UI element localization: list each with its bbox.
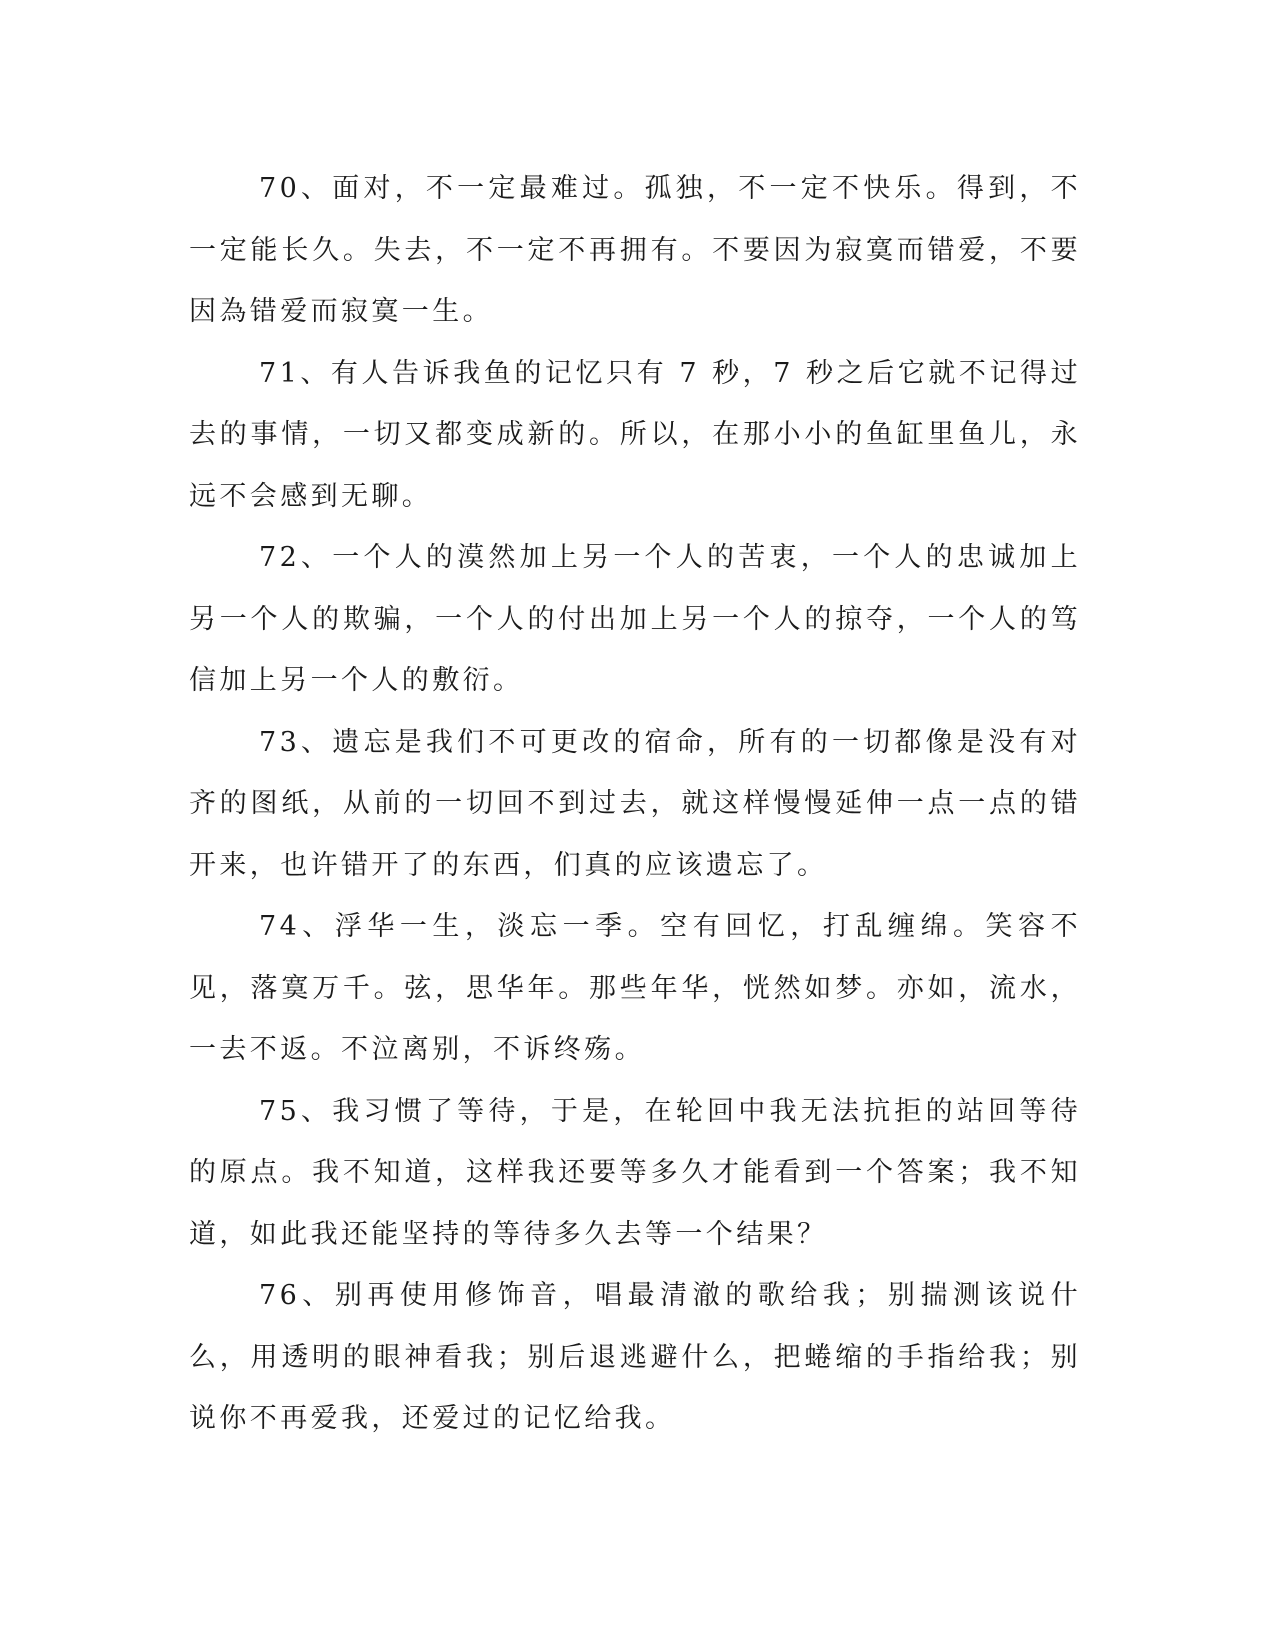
paragraph-72: 72、一个人的漠然加上另一个人的苦衷，一个人的忠诚加上另一个人的欺骗，一个人的付出加上另一个人的掠夺，一个人的笃信加上另一个人的敷衍。 (189, 542, 1081, 696)
paragraph-71: 71、有人告诉我鱼的记忆只有 7 秒，7 秒之后它就不记得过去的事情，一切又都变成新的。所以，在那小小的鱼缸里鱼儿，永远不会感到无聊。 (189, 357, 1081, 512)
document-body (189, 158, 1081, 1450)
paragraph-76: 76、别再使用修饰音，唱最清澈的歌给我；别揣测该说什么，用透明的眼神看我；别后退逃避什么，把蜷缩的手指给我；别说你不再爱我，还爱过的记忆给我。 (189, 1280, 1081, 1434)
paragraph-74: 74、浮华一生，淡忘一季。空有回忆，打乱缠绵。笑容不见，落寞万千。弦，思华年。那些年华，恍然如梦。亦如，流水，一去不返。不泣离别，不诉终殇。 (189, 911, 1081, 1065)
paragraph-70: 70、面对，不一定最难过。孤独，不一定不快乐。得到，不一定能长久。失去，不一定不再拥有。不要因为寂寞而错爱，不要因為错爱而寂寞一生。 (189, 173, 1081, 327)
paragraph-73: 73、遗忘是我们不可更改的宿命，所有的一切都像是没有对齐的图纸，从前的一切回不到过去，就这样慢慢延伸一点一点的错开来，也许错开了的东西，们真的应该遗忘了。 (189, 726, 1081, 881)
paragraph-75: 75、我习惯了等待，于是，在轮回中我无法抗拒的站回等待的原点。我不知道，这样我还要等多久才能看到一个答案；我不知道，如此我还能坚持的等待多久去等一个结果？ (189, 1095, 1081, 1250)
